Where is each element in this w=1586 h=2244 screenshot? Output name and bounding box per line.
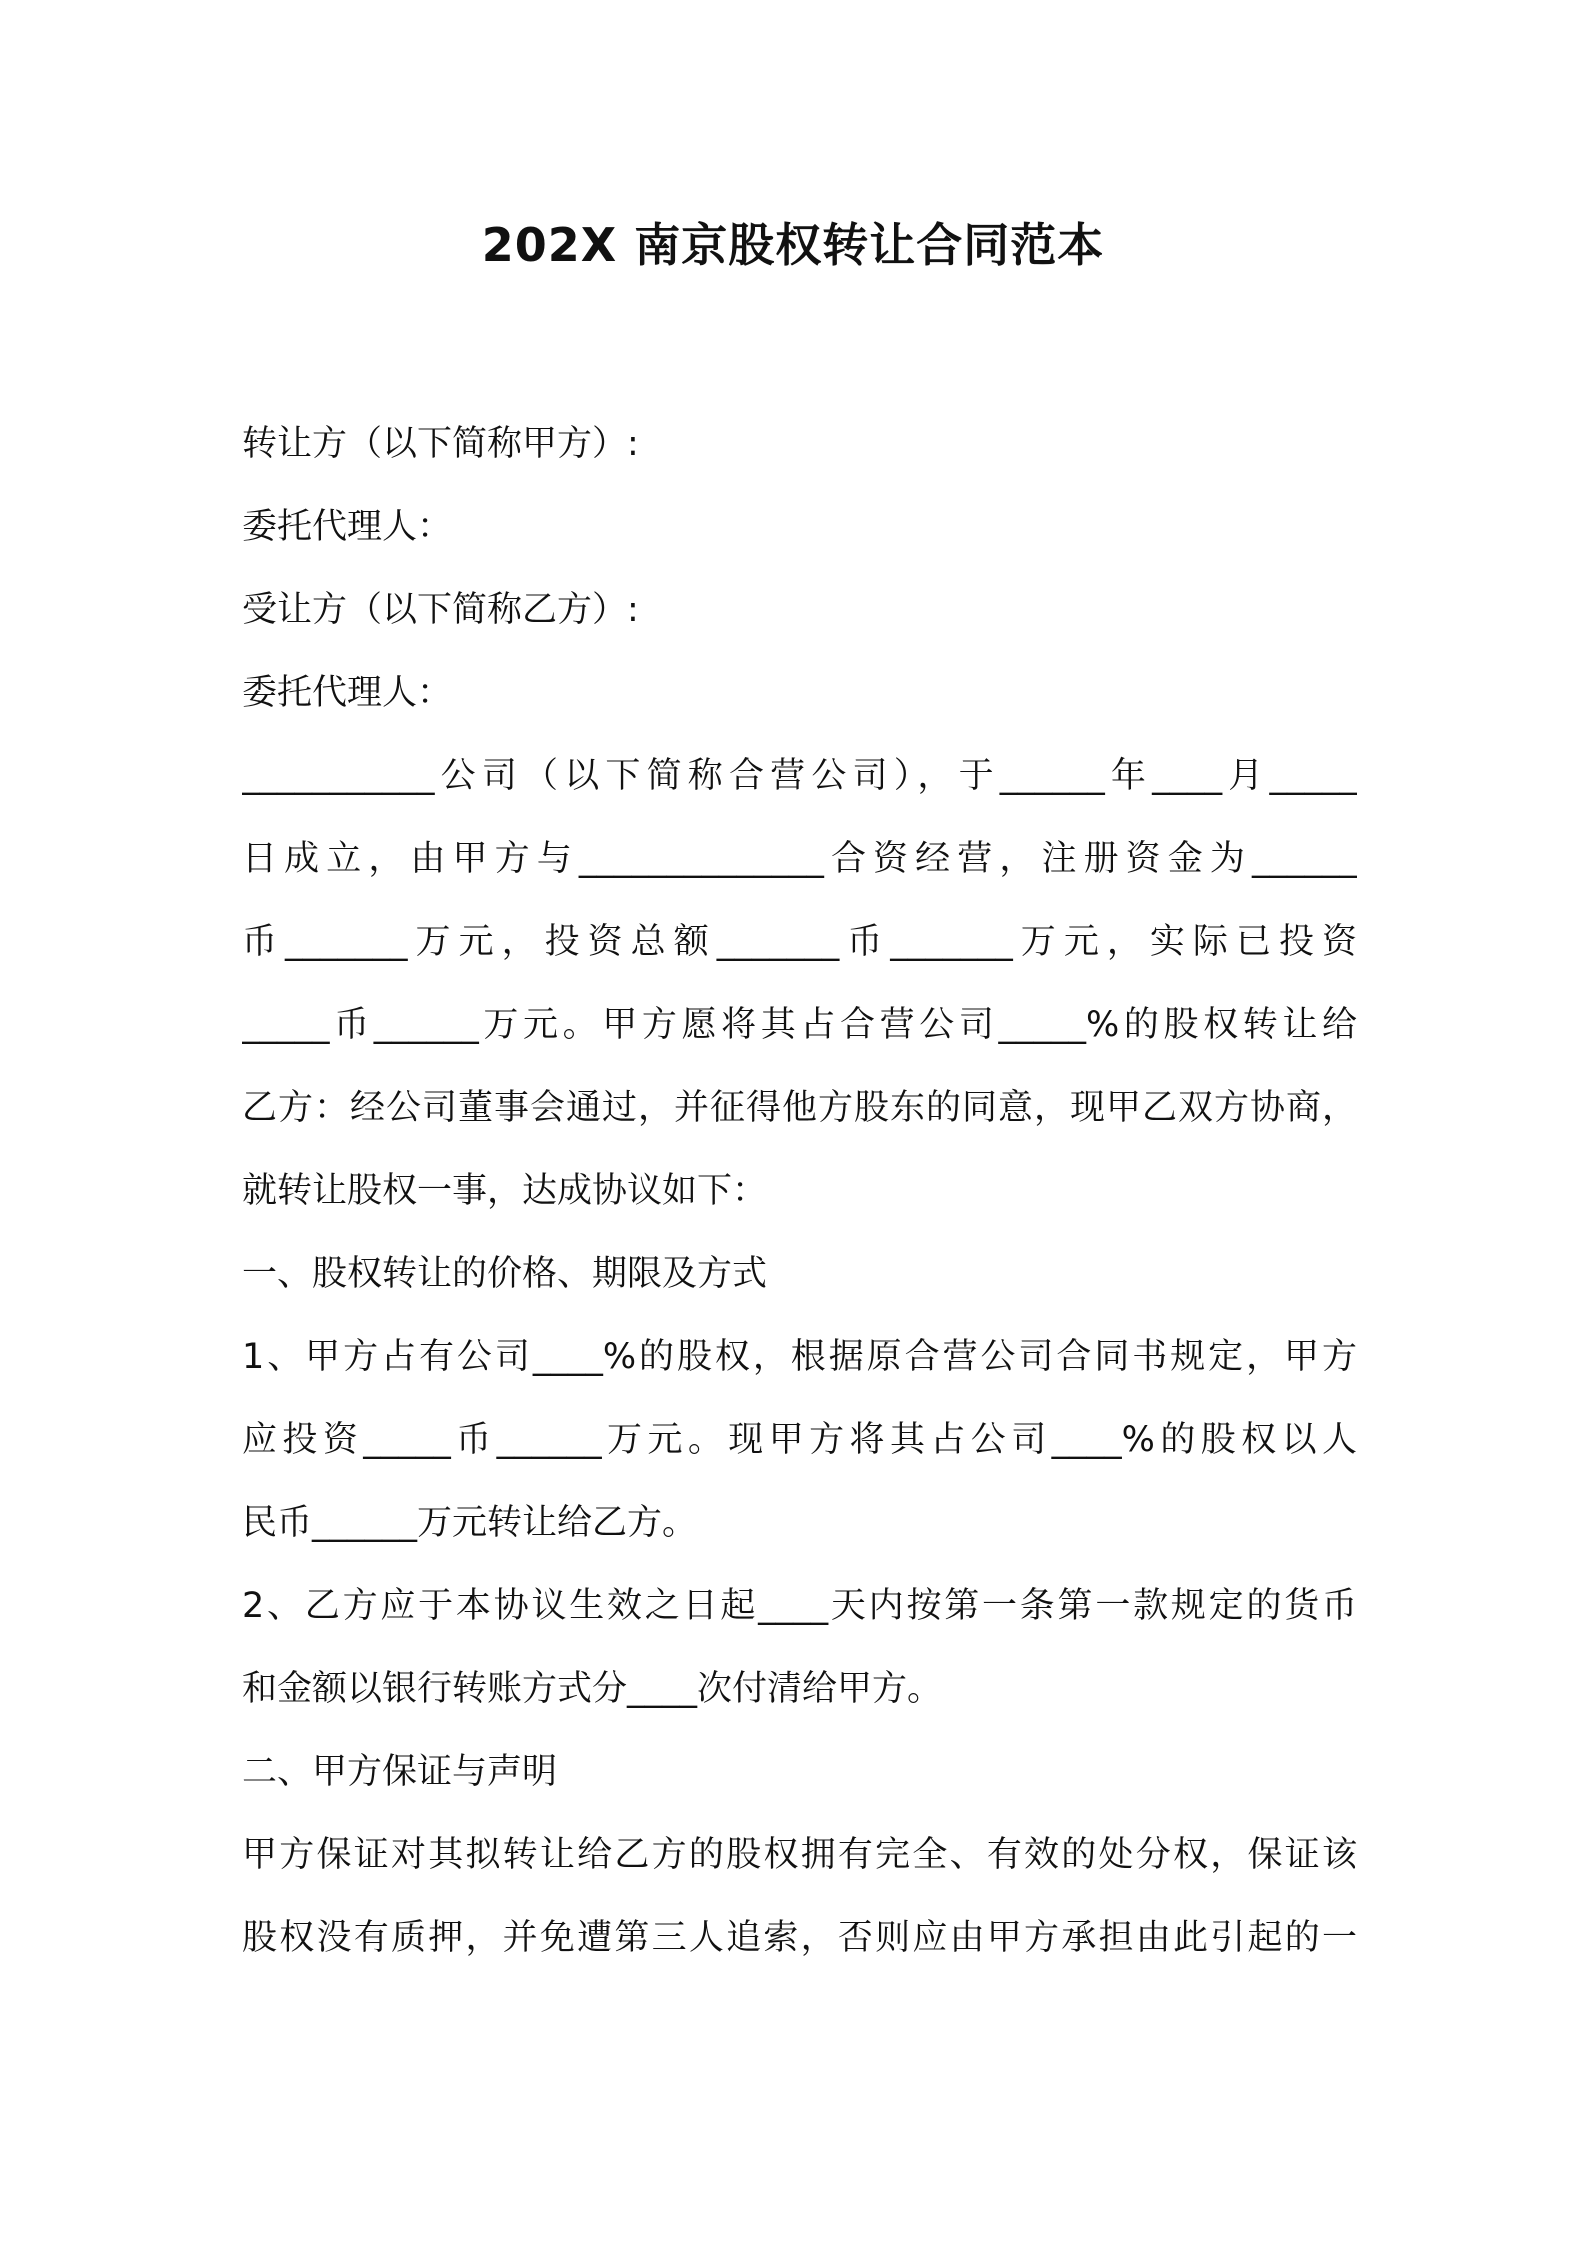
text-line: 就转让股权一事，达成协议如下： bbox=[242, 1171, 768, 1211]
text-line: 股权没有质押，并免遭第三人追索，否则应由甲方承担由此引起的一 bbox=[242, 1918, 1357, 1958]
text-line: 甲方保证对其拟转让给乙方的股权拥有完全、有效的处分权，保证该 bbox=[242, 1835, 1357, 1875]
text-line: 2、乙方应于本协议生效之日起____天内按第一条第一款规定的货币 bbox=[242, 1586, 1357, 1626]
text-line: 民币______万元转让给乙方。 bbox=[242, 1503, 698, 1543]
document-body bbox=[242, 403, 1357, 1980]
text-line: ___________公司（以下简称合营公司），于______年____月_____ bbox=[242, 756, 1357, 796]
text-line: 和金额以银行转账方式分____次付清给甲方。 bbox=[242, 1669, 943, 1709]
text-line: 二、甲方保证与声明 bbox=[242, 1752, 558, 1792]
text-line: _____币______万元。甲方愿将其占合营公司_____%的股权转让给 bbox=[242, 1005, 1357, 1045]
text-line: 一、股权转让的价格、期限及方式 bbox=[242, 1254, 768, 1294]
text-line: 委托代理人： bbox=[242, 673, 453, 713]
text-line: 转让方（以下简称甲方）: bbox=[242, 424, 639, 464]
text-line: 乙方：经公司董事会通过，并征得他方股东的同意，现甲乙双方协商， bbox=[242, 1088, 1357, 1128]
text-line: 1、甲方占有公司____%的股权，根据原合营公司合同书规定，甲方 bbox=[242, 1337, 1357, 1377]
document-title: 202X 南京股权转让合同范本 bbox=[481, 218, 1105, 272]
text-line: 应投资_____币______万元。现甲方将其占公司____%的股权以人 bbox=[242, 1420, 1357, 1460]
text-line: 币_______万元，投资总额_______币_______万元，实际已投资 bbox=[242, 922, 1357, 962]
text-line: 委托代理人： bbox=[242, 507, 453, 547]
text-line: 受让方（以下简称乙方）: bbox=[242, 590, 639, 630]
text-line: 日成立，由甲方与______________合资经营，注册资金为______ bbox=[242, 839, 1357, 879]
